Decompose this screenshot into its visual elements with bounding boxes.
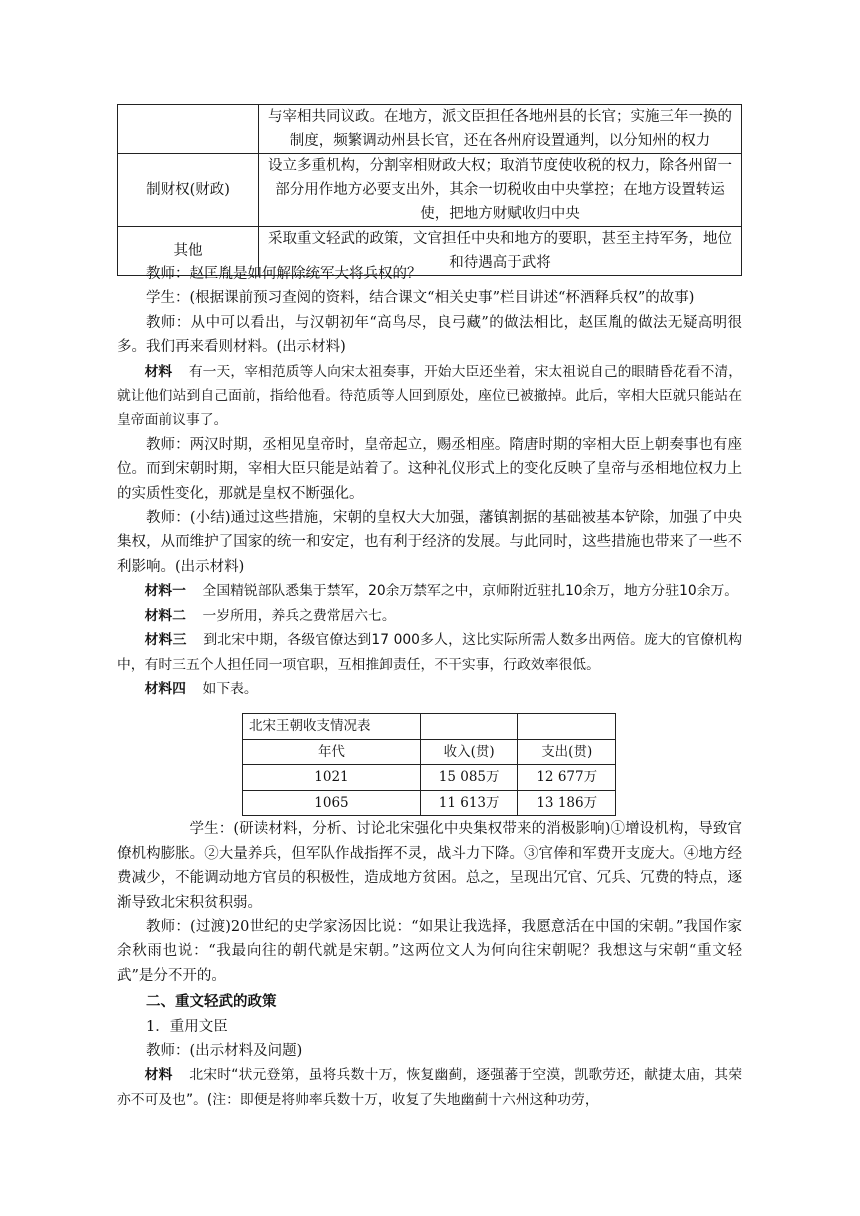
table-row — [243, 714, 616, 739]
table-cell — [420, 714, 518, 739]
table-row — [118, 105, 742, 154]
section-heading: 二、重文轻武的政策 — [146, 993, 277, 1011]
revenue-table-wrapper — [117, 713, 742, 809]
material-block — [117, 1063, 742, 1112]
paragraph: 教师：两汉时期，丞相见皇帝时，皇帝起立，赐丞相座。隋唐时期的宰相大臣上朝奏事也有座位。而到宋朝时期，宰相大臣只能是站着了。这种礼仪形式上的变化反映了皇帝与丞相地位权力上的实质性变化，那就是皇权不断强化。 — [117, 436, 742, 502]
material-text: 全国精锐部队悉集于禁军，20余万禁军之中，京师附近驻扎10余万，地方分驻10余万。 — [202, 583, 739, 600]
row-value: 与宰相共同议政。在地方，派文臣担任各地州县的长官；实施三年一换的制度，频繁调动州县长官，还在各州府设置通判，以分知州的权力 — [259, 105, 742, 154]
material-text: 北宋时“状元登第，虽将兵数十万，恢复幽蓟，逐强蕃于空漠，凯歌劳还，献捷太庙，其荣亦不可及也”。(注：即便是将帅率兵数十万，收复了失地幽蓟十六州这种功劳， — [117, 1067, 742, 1108]
table-header-row — [243, 739, 616, 764]
table-cell: 1021 — [243, 765, 421, 790]
paragraph: 学生：(研读材料，分析、讨论北宋强化中央集权带来的消极影响)①增设机构，导致官僚机构膨胀。②大量养兵，但军队作战指挥不灵，战斗力下降。③官俸和军费开支庞大。④地方经费减少，不能调动地方官员的积极性，造成地方贫困。总之，呈现出冗官、冗兵、冗费的特点，逐渐导致北宋积贫积弱。 — [117, 821, 742, 911]
table-row — [118, 154, 742, 227]
revenue-table — [242, 713, 616, 816]
table-cell: 13 186万 — [518, 790, 616, 815]
material-block — [117, 579, 742, 603]
material-text: 如下表。 — [202, 680, 258, 697]
paragraph: 教师：赵匡胤是如何解除统军大将兵权的？ — [146, 266, 422, 282]
material-block — [117, 677, 742, 701]
row-key: 制财权(财政) — [118, 154, 259, 227]
table-cell — [518, 714, 616, 739]
row-key: 其他 — [118, 227, 259, 276]
table-row — [243, 790, 616, 815]
column-header: 支出(贯) — [518, 739, 616, 764]
material-label: 材料 — [144, 363, 173, 380]
policy-table — [117, 104, 742, 276]
material-text: 有一天，宰相范质等人向宋太祖奏事，开始大臣还坐着，宋太祖说自己的眼睛昏花看不清，就让他们站到自己面前，指给他看。待范质等人回到原处，座位已被撤掉。此后，宰相大臣就只能站在皇帝面前议事了。 — [117, 363, 743, 429]
row-key — [118, 105, 259, 154]
table-cell: 1065 — [243, 790, 421, 815]
paragraph: 教师：(出示材料及问题) — [146, 1042, 303, 1059]
paragraph: 教师：(小结)通过这些措施，宋朝的皇权大大加强，藩镇割据的基础被基本铲除，加强了中央集权，从而维护了国家的统一和安定，也有利于经济的发展。与此同时，这些措施也带来了一些不利影响。(出示材料) — [117, 510, 742, 575]
paragraph: 教师：从中可以看出，与汉朝初年“高鸟尽，良弓藏”的做法相比，赵匡胤的做法无疑高明很多。我们再来看则材料。(出示材料) — [117, 314, 742, 356]
table-caption: 北宋王朝收支情况表 — [243, 714, 421, 739]
material-label: 材料四 — [144, 680, 186, 697]
table-cell: 12 677万 — [518, 765, 616, 790]
row-value: 采取重文轻武的政策，文官担任中央和地方的要职，甚至主持军务，地位和待遇高于武将 — [259, 227, 742, 276]
table-cell: 11 613万 — [420, 790, 518, 815]
column-header: 收入(贯) — [420, 739, 518, 764]
material-label: 材料一 — [144, 583, 186, 600]
material-block — [117, 604, 742, 628]
column-header: 年代 — [243, 739, 421, 764]
material-label: 材料三 — [144, 632, 187, 649]
paragraph: 学生：(根据课前预习查阅的资料，结合课文“相关史事”栏目讲述“杯酒释兵权”的故事) — [146, 290, 695, 307]
material-text: 到北宋中期，各级官僚达到17 000多人，这比实际所需人数多出两倍。庞大的官僚机构中，有时三五个人担任同一项官职，互相推卸责任，不干实事，行政效率很低。 — [117, 632, 742, 673]
material-label: 材料二 — [144, 607, 186, 624]
table-row — [243, 765, 616, 790]
document-body — [117, 262, 742, 1112]
material-block — [117, 628, 742, 677]
subsection-heading: 1．重用文臣 — [146, 1018, 228, 1035]
material-block — [117, 360, 742, 433]
paragraph: 教师：(过渡)20世纪的史学家汤因比说：“如果让我选择，我愿意活在中国的宋朝。”我国作家余秋雨也说：“我最向往的朝代就是宋朝。”这两位文人为何向往宋朝呢？我想这与宋朝“重文轻武”是分不开的。 — [117, 918, 742, 984]
table-cell: 15 085万 — [420, 765, 518, 790]
row-value: 设立多重机构，分割宰相财政大权；取消节度使收税的权力，除各州留一部分用作地方必要支出外，其余一切税收由中央掌控；在地方设置转运使，把地方财赋收归中央 — [259, 154, 742, 227]
material-text: 一岁所用，养兵之费常居六七。 — [202, 607, 396, 624]
material-label: 材料 — [144, 1067, 173, 1084]
